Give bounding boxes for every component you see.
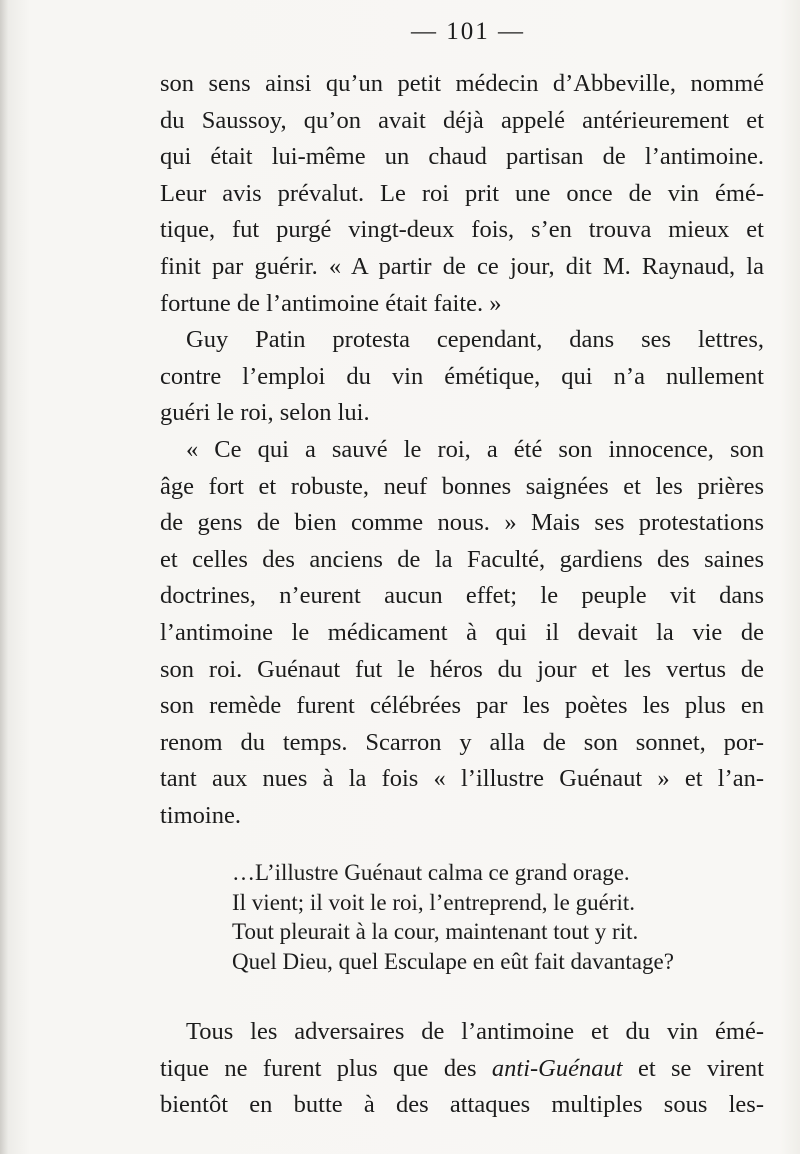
body-text (160, 66, 764, 834)
text-line: fortune de l’antimoine était faite. » (160, 289, 502, 317)
text-line: son roi. Guénaut fut le héros du jour et les vertus de (160, 655, 764, 683)
text-line: Leur avis prévalut. Le roi prit une once de vin émé- (160, 179, 764, 207)
text-segment: tique ne furent plus que des (160, 1054, 492, 1082)
text-line: qui était lui-même un chaud partisan de l’antimoine. (160, 143, 764, 171)
text-line: du Saussoy, qu’on avait déjà appelé antérieurement et (160, 106, 764, 134)
verse-line: …L’illustre Guénaut calma ce grand orage. (232, 860, 630, 885)
italic-term: anti-Guénaut (491, 1054, 623, 1082)
text-line: timoine. (160, 801, 241, 829)
text-segment: et se virent (622, 1054, 764, 1082)
text-line: âge fort et robuste, neuf bonnes saignées et les prières (160, 472, 764, 500)
text-line (160, 1051, 764, 1088)
closing-paragraph (160, 1014, 764, 1124)
page-binding-edge (0, 0, 8, 1154)
text-line: l’antimoine le médicament à qui il devait la vie de (160, 618, 764, 646)
text-line: Guy Patin protesta cependant, dans ses lettres, (186, 326, 764, 354)
text-line: son sens ainsi qu’un petit médecin d’Abbeville, nommé (160, 70, 764, 97)
verse-line: Il vient; il voit le roi, l’entreprend, le guérit. (232, 889, 636, 915)
verse-quotation (232, 858, 752, 976)
text-line: finit par guérir. « A partir de ce jour, dit M. Raynaud, la (160, 252, 764, 280)
text-line: de gens de bien comme nous. » Mais ses protestations (160, 509, 764, 537)
text-line: son remède furent célébrées par les poètes les plus en (160, 692, 764, 720)
text-line: et celles des anciens de la Faculté, gardiens des saines (160, 545, 764, 573)
text-line: « Ce qui a sauvé le roi, a été son innocence, son (186, 435, 764, 463)
text-line: renom du temps. Scarron y alla de son sonnet, por- (160, 728, 764, 756)
text-line: guéri le roi, selon lui. (160, 399, 370, 427)
text-line: Tous les adversaires de l’antimoine et du vin émé- (186, 1018, 764, 1045)
text-line: bientôt en butte à des attaques multiples sous les- (160, 1091, 764, 1119)
text-line: tique, fut purgé vingt-deux fois, s’en trouva mieux et (160, 216, 764, 244)
text-line: contre l’emploi du vin émétique, qui n’a nullement (160, 362, 764, 390)
page-number: — 101 — (411, 18, 525, 45)
verse-line: Tout pleurait à la cour, maintenant tout y rit. (232, 919, 639, 944)
text-line: doctrines, n’eurent aucun effet; le peuple vit dans (160, 582, 764, 610)
verse-line: Quel Dieu, quel Esculape en eût fait davantage? (232, 948, 674, 974)
text-line: tant aux nues à la fois « l’illustre Guénaut » et l’an- (160, 765, 764, 793)
